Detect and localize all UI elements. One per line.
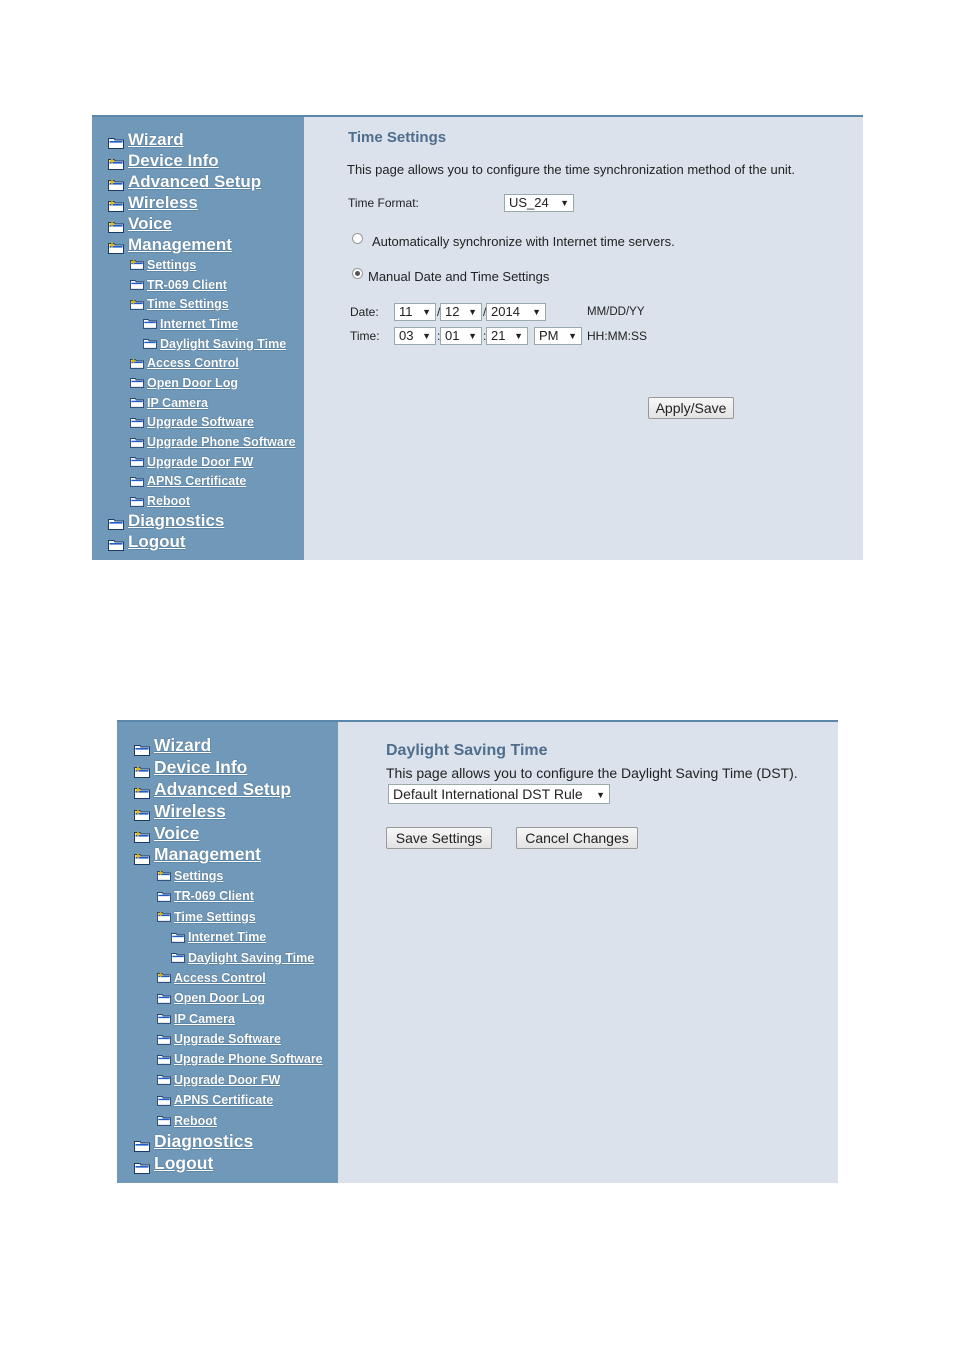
- folder-plus-icon: [130, 299, 144, 310]
- time-ampm-select[interactable]: [534, 327, 582, 345]
- folder-icon: [108, 515, 124, 527]
- dropdown-arrow-icon: ▼: [596, 790, 605, 800]
- apply-save-button[interactable]: Apply/Save: [648, 397, 734, 419]
- date-format-hint: MM/DD/YY: [587, 306, 645, 318]
- folder-icon: [157, 1115, 171, 1126]
- auto-sync-radio[interactable]: [352, 233, 363, 244]
- time-separator: :: [437, 329, 441, 343]
- sidebar-item-voice[interactable]: [134, 822, 338, 844]
- folder-icon: [130, 377, 144, 388]
- folder-icon: [157, 1074, 171, 1085]
- sidebar-item-advanced-setup[interactable]: [134, 779, 338, 801]
- folder-plus-icon: [134, 827, 150, 839]
- date-month-value: 11: [399, 304, 413, 319]
- dropdown-arrow-icon: ▼: [532, 307, 541, 317]
- sidebar-item-wireless[interactable]: [134, 800, 338, 822]
- folder-icon: [134, 740, 150, 752]
- daylight-saving-screen: [117, 720, 838, 1185]
- sidebar-item-upgrade-software[interactable]: [134, 1029, 338, 1049]
- sidebar-item-label[interactable]: Management: [154, 844, 261, 865]
- sidebar-item-label[interactable]: Logout: [128, 532, 186, 552]
- sidebar-item-label[interactable]: Daylight Saving Time: [160, 336, 287, 351]
- dropdown-arrow-icon: ▼: [560, 198, 569, 208]
- dropdown-arrow-icon: ▼: [568, 331, 577, 341]
- sidebar-item-open-door-log[interactable]: [108, 373, 304, 393]
- time-second-value: 21: [491, 328, 506, 343]
- date-year-select[interactable]: [486, 303, 546, 321]
- sidebar-item-label[interactable]: Settings: [174, 868, 224, 883]
- page-title: Daylight Saving Time: [386, 742, 548, 759]
- folder-plus-icon: [157, 870, 171, 881]
- sidebar-item-logout[interactable]: [134, 1153, 338, 1175]
- folder-icon: [157, 891, 171, 902]
- sidebar-item-management[interactable]: [134, 844, 338, 866]
- time-hour-value: 03: [399, 328, 414, 343]
- sidebar-item-label[interactable]: Management: [128, 234, 232, 254]
- sidebar-item-wizard[interactable]: [134, 735, 338, 757]
- sidebar-item-upgrade-phone-software[interactable]: [108, 432, 304, 452]
- sidebar-item-label[interactable]: Wizard: [128, 129, 184, 149]
- sidebar-item-label[interactable]: Wireless: [154, 800, 226, 821]
- auto-sync-label: Automatically synchronize with Internet time servers.: [372, 234, 675, 249]
- dst-rule-select[interactable]: [388, 784, 610, 804]
- folder-plus-icon: [108, 218, 124, 230]
- sidebar-item-device-info[interactable]: [108, 150, 304, 171]
- folder-icon: [157, 1095, 171, 1106]
- sidebar-item-label[interactable]: Upgrade Door FW: [174, 1072, 281, 1087]
- sidebar-item-label[interactable]: Upgrade Door FW: [147, 454, 254, 469]
- sidebar-nav: [117, 722, 338, 1183]
- date-separator: /: [483, 305, 487, 319]
- manual-radio[interactable]: [352, 268, 363, 279]
- sidebar-item-label[interactable]: Reboot: [174, 1113, 218, 1128]
- sidebar-item-wireless[interactable]: [108, 192, 304, 213]
- sidebar-item-label[interactable]: APNS Certificate: [147, 474, 247, 489]
- dropdown-arrow-icon: ▼: [468, 307, 477, 317]
- sidebar-item-logout[interactable]: [108, 532, 304, 553]
- date-day-value: 12: [445, 304, 460, 319]
- folder-plus-icon: [134, 783, 150, 795]
- sidebar-item-label[interactable]: Open Door Log: [147, 375, 238, 390]
- page-description: This page allows you to configure the time synchronization method of the unit.: [347, 162, 796, 177]
- folder-plus-icon: [130, 358, 144, 369]
- folder-plus-icon: [157, 972, 171, 983]
- sidebar-item-settings[interactable]: [134, 866, 338, 886]
- folder-icon: [130, 279, 144, 290]
- sidebar-item-device-info[interactable]: [134, 757, 338, 779]
- sidebar-item-label[interactable]: TR-069 Client: [147, 277, 227, 292]
- sidebar-item-apns-certificate[interactable]: [108, 472, 304, 492]
- sidebar-item-upgrade-door-fw[interactable]: [108, 452, 304, 472]
- sidebar-item-label[interactable]: Wizard: [154, 735, 212, 756]
- time-label: Time:: [350, 329, 380, 343]
- sidebar-item-upgrade-software[interactable]: [108, 413, 304, 433]
- folder-icon: [171, 952, 185, 963]
- sidebar-item-label[interactable]: Upgrade Software: [147, 415, 254, 430]
- sidebar-item-label[interactable]: Internet Time: [160, 316, 239, 331]
- time-settings-screen: [92, 115, 863, 562]
- folder-plus-icon: [130, 259, 144, 270]
- folder-icon: [134, 1158, 150, 1170]
- sidebar-item-management[interactable]: [108, 234, 304, 255]
- sidebar-item-label[interactable]: Diagnostics: [154, 1131, 254, 1152]
- sidebar-item-label[interactable]: Time Settings: [147, 297, 229, 312]
- sidebar-item-advanced-setup[interactable]: [108, 171, 304, 192]
- date-day-select[interactable]: [440, 303, 482, 321]
- time-separator: :: [483, 329, 487, 343]
- time-minute-select[interactable]: [440, 327, 482, 345]
- folder-plus-icon: [108, 176, 124, 188]
- folder-icon: [108, 134, 124, 146]
- sidebar-item-tr-069-client[interactable]: [134, 886, 338, 906]
- folder-plus-icon: [134, 762, 150, 774]
- sidebar-item-label[interactable]: IP Camera: [147, 395, 208, 410]
- folder-icon: [157, 1054, 171, 1065]
- sidebar-item-ip-camera[interactable]: [108, 393, 304, 413]
- sidebar-item-label[interactable]: Wireless: [128, 192, 198, 212]
- time-format-hint: HH:MM:SS: [587, 329, 647, 343]
- sidebar-item-label[interactable]: APNS Certificate: [174, 1093, 274, 1108]
- folder-icon: [157, 1034, 171, 1045]
- folder-plus-icon: [108, 239, 124, 251]
- sidebar-item-label[interactable]: Logout: [154, 1153, 214, 1174]
- sidebar-item-diagnostics[interactable]: [108, 511, 304, 532]
- date-year-value: 2014: [491, 304, 520, 319]
- sidebar-item-access-control[interactable]: [134, 968, 338, 988]
- time-hour-select[interactable]: [394, 327, 436, 345]
- sidebar-item-wizard[interactable]: [108, 129, 304, 150]
- sidebar-item-label[interactable]: Voice: [128, 213, 173, 233]
- folder-icon: [130, 417, 144, 428]
- sidebar-item-settings[interactable]: [108, 255, 304, 275]
- sidebar-item-label[interactable]: Upgrade Phone Software: [174, 1052, 323, 1067]
- page-description: This page allows you to configure the Daylight Saving Time (DST).: [386, 765, 798, 781]
- dst-content: [338, 722, 838, 1183]
- sidebar-item-daylight-saving-time[interactable]: [134, 947, 338, 967]
- time-settings-content: [304, 117, 863, 560]
- sidebar-item-upgrade-phone-software[interactable]: [134, 1049, 338, 1069]
- sidebar-item-voice[interactable]: [108, 213, 304, 234]
- sidebar-item-label[interactable]: Upgrade Phone Software: [147, 435, 296, 450]
- time-ampm-value: PM: [539, 328, 559, 343]
- folder-icon: [134, 1136, 150, 1148]
- sidebar-item-label[interactable]: Internet Time: [188, 930, 267, 945]
- folder-plus-icon: [108, 155, 124, 167]
- save-settings-button[interactable]: Save Settings: [386, 827, 492, 849]
- dropdown-arrow-icon: ▼: [514, 331, 523, 341]
- dropdown-arrow-icon: ▼: [468, 331, 477, 341]
- cancel-changes-button[interactable]: Cancel Changes: [516, 827, 638, 849]
- page-title: Time Settings: [348, 129, 447, 146]
- sidebar-item-label[interactable]: Open Door Log: [174, 991, 265, 1006]
- folder-icon: [108, 536, 124, 548]
- sidebar-item-label[interactable]: Upgrade Software: [174, 1032, 281, 1047]
- sidebar-item-time-settings[interactable]: [108, 294, 304, 314]
- sidebar-item-ip-camera[interactable]: [134, 1009, 338, 1029]
- time-format-select[interactable]: [504, 194, 574, 212]
- sidebar-item-label[interactable]: Time Settings: [174, 909, 256, 924]
- sidebar-item-open-door-log[interactable]: [134, 988, 338, 1008]
- sidebar-item-diagnostics[interactable]: [134, 1131, 338, 1153]
- sidebar-item-time-settings[interactable]: [134, 907, 338, 927]
- time-minute-value: 01: [445, 328, 460, 343]
- sidebar-nav: [92, 117, 304, 560]
- time-format-value: US_24: [509, 195, 549, 210]
- sidebar-item-tr-069-client[interactable]: [108, 275, 304, 295]
- sidebar-item-label[interactable]: Settings: [147, 257, 197, 272]
- folder-icon: [171, 932, 185, 943]
- folder-icon: [130, 496, 144, 507]
- folder-plus-icon: [157, 911, 171, 922]
- date-separator: /: [437, 305, 441, 319]
- folder-icon: [130, 397, 144, 408]
- sidebar-item-label[interactable]: Access Control: [147, 356, 239, 371]
- sidebar-item-internet-time[interactable]: [108, 314, 304, 334]
- time-second-select[interactable]: [486, 327, 528, 345]
- sidebar-item-label[interactable]: IP Camera: [174, 1011, 235, 1026]
- sidebar-item-label[interactable]: TR-069 Client: [174, 889, 254, 904]
- folder-plus-icon: [108, 197, 124, 209]
- folder-icon: [143, 338, 157, 349]
- sidebar-item-upgrade-door-fw[interactable]: [134, 1070, 338, 1090]
- sidebar-item-label[interactable]: Access Control: [174, 970, 266, 985]
- sidebar-item-label[interactable]: Daylight Saving Time: [188, 950, 315, 965]
- sidebar-item-label[interactable]: Advanced Setup: [154, 778, 292, 799]
- sidebar-item-reboot[interactable]: [134, 1110, 338, 1130]
- sidebar-item-reboot[interactable]: [108, 491, 304, 511]
- folder-plus-icon: [134, 805, 150, 817]
- sidebar-item-label[interactable]: Voice: [154, 822, 200, 843]
- folder-icon: [130, 476, 144, 487]
- sidebar-item-label[interactable]: Reboot: [147, 494, 191, 509]
- sidebar-item-label[interactable]: Device Info: [128, 150, 219, 170]
- date-label: Date:: [350, 305, 379, 319]
- time-format-label: Time Format:: [348, 196, 419, 210]
- sidebar-item-label[interactable]: Advanced Setup: [128, 171, 262, 191]
- dropdown-arrow-icon: ▼: [422, 331, 431, 341]
- folder-icon: [157, 1013, 171, 1024]
- folder-icon: [130, 437, 144, 448]
- date-month-select[interactable]: [394, 303, 436, 321]
- folder-icon: [143, 318, 157, 329]
- sidebar-item-internet-time[interactable]: [134, 927, 338, 947]
- manual-label: Manual Date and Time Settings: [368, 269, 550, 284]
- sidebar-item-apns-certificate[interactable]: [134, 1090, 338, 1110]
- dst-rule-value: Default International DST Rule: [393, 786, 583, 802]
- folder-plus-icon: [134, 849, 150, 861]
- folder-icon: [157, 993, 171, 1004]
- sidebar-item-daylight-saving-time[interactable]: [108, 334, 304, 354]
- folder-icon: [130, 456, 144, 467]
- sidebar-item-label[interactable]: Device Info: [154, 757, 248, 778]
- sidebar-item-label[interactable]: Diagnostics: [128, 511, 225, 531]
- sidebar-item-access-control[interactable]: [108, 353, 304, 373]
- dropdown-arrow-icon: ▼: [422, 307, 431, 317]
